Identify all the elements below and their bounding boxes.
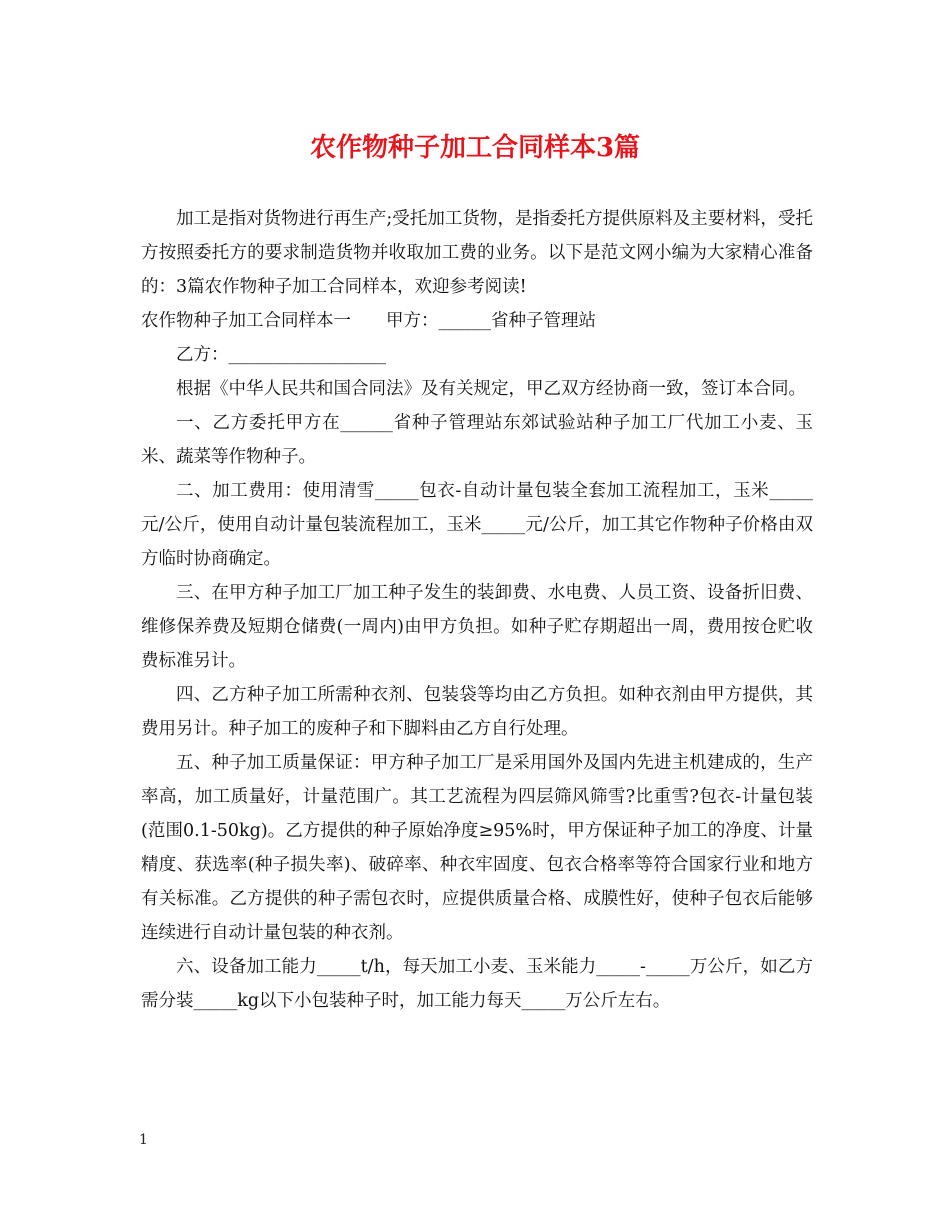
clause-3-paragraph: 三、在甲方种子加工厂加工种子发生的装卸费、水电费、人员工资、设备折旧费、维修保养费及短期仓储费(一周内)由甲方负担。如种子贮存期超出一周，费用按仓贮收费标准另计。 [141,583,813,671]
party-b-line: 乙方：__________________ [176,345,386,365]
contract-basis-paragraph: 根据《中华人民共和国合同法》及有关规定，甲乙双方经协商一致，签订本合同。 [176,379,806,399]
clause-1-paragraph: 一、乙方委托甲方在______省种子管理站东郊试验站种子加工厂代加工小麦、玉米、蔬菜等作物种子。 [141,413,813,467]
clause-5-paragraph: 五、种子加工质量保证：甲方种子加工厂是采用国外及国内先进主机建成的，生产率高，加工质量好，计量范围广。其工艺流程为四层筛风筛雪?比重雪?包衣-计量包装(范围0.1-50kg)。乙方提供的种子原始净度≥95%时，甲方保证种子加工的净度、计量精度、获选率(种子损失率)、破碎率、种衣牢固度、包衣合格率等符合国家行业和地方有关标准。乙方提供的种子需包衣时，应提供质量合格、成膜性好，使种子包衣后能够连续进行自动计量包装的种衣剂。 [141,753,813,943]
clause-6-paragraph: 六、设备加工能力_____t/h，每天加工小麦、玉米能力_____-_____万公斤，如乙方需分装_____kg以下小包装种子时，加工能力每天_____万公斤左右。 [141,957,813,1011]
page-number: 1 [139,1132,148,1148]
contract-heading-line: 农作物种子加工合同样本一 甲方：______省种子管理站 [141,311,596,331]
clause-4-paragraph: 四、乙方种子加工所需种衣剂、包装袋等均由乙方负担。如种衣剂由甲方提供，其费用另计。种子加工的废种子和下脚料由乙方自行处理。 [141,685,813,739]
intro-paragraph: 加工是指对货物进行再生产;受托加工货物，是指委托方提供原料及主要材料，受托方按照委托方的要求制造货物并收取加工费的业务。以下是范文网小编为大家精心准备的：3篇农作物种子加工合同样本，欢迎参考阅读! [141,209,813,297]
document-body [141,202,813,1018]
document-title: 农作物种子加工合同样本3篇 [309,133,641,163]
clause-2-paragraph: 二、加工费用：使用清雪_____包衣-自动计量包装全套加工流程加工，玉米_____元/公斤，使用自动计量包装流程加工，玉米_____元/公斤，加工其它作物种子价格由双方临时协商确定。 [141,481,813,569]
